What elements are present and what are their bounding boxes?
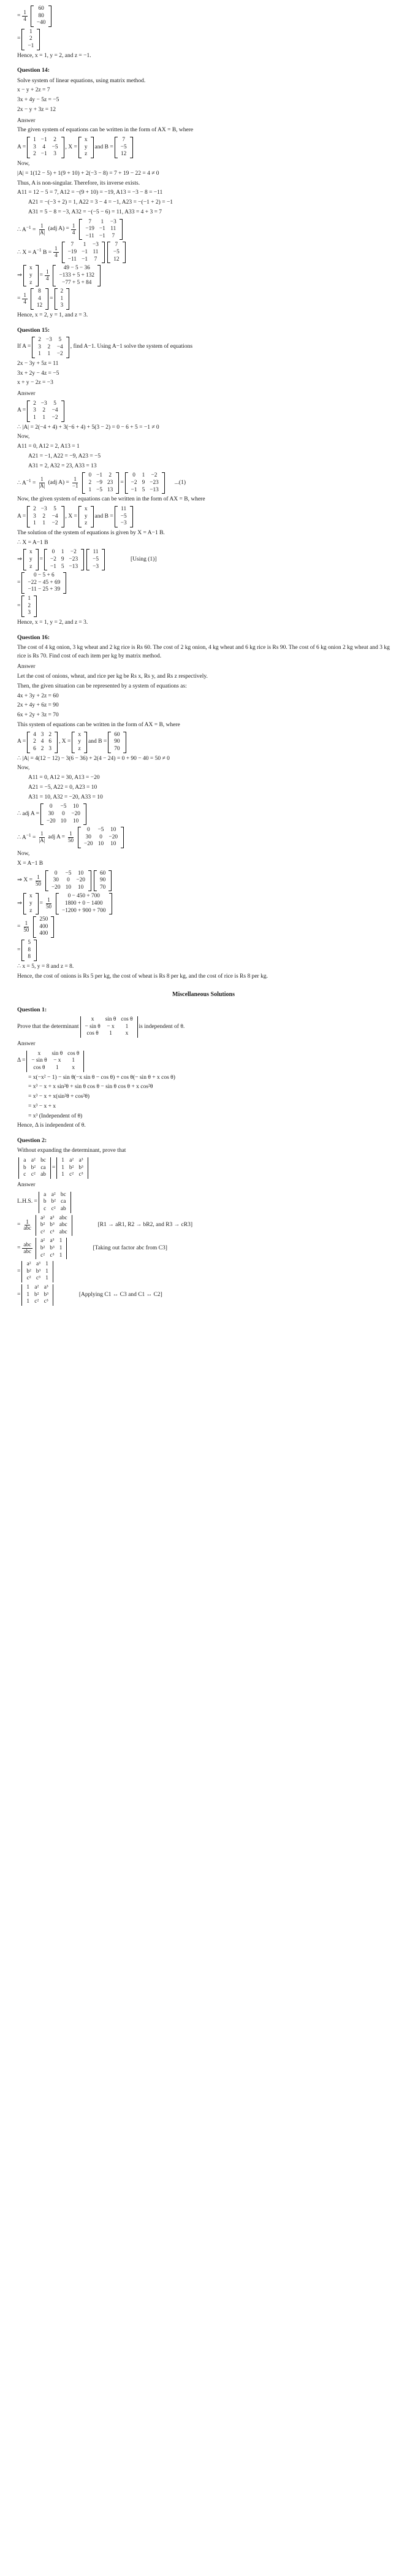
misc2-prompt: Without expanding the determinant, prove that <box>17 1148 126 1154</box>
q16-now-label: Now, <box>17 765 30 772</box>
q14-determinant: |A| = 1(12 − 5) + 1(9 + 10) + 2(−3 − 8) = 7 + 19 − 22 = 4 ≠ 0 <box>17 170 159 177</box>
misc1-line4: = x³ − x + x(sin²θ + cos²θ) <box>28 1094 90 1100</box>
q15-solution-note: The solution of the system of equations is given by X = A−1 B. <box>17 529 165 536</box>
q16-s3: This system of equations can be written in the form of AX = B, where <box>17 722 180 728</box>
q15-matrix-A: A = 2 −3 5 3 2 −4 1 1 −2 <box>17 401 390 422</box>
misc2-lhs: L.H.S. = a a² bc b b² ca c c² ab <box>17 1192 390 1213</box>
q15-eq3: x + y − 2z = −3 <box>17 380 53 386</box>
q15-step1: ⇒ x y z = 0 1 −2 −2 9 −23 −1 5 −13 11 −5 −3 [Using (1)] <box>17 549 157 570</box>
top-fragment <box>17 6 390 60</box>
q16-step3: = $\frac{1}{50}$ 250 400 400 <box>17 916 390 938</box>
q15-step2: = 0 − 5 + 6 −22 − 45 + 69 −11 − 25 + 39 <box>17 572 390 594</box>
misc2-step1-note: [R1 → aR1, R2 → bR2, and R3 → cR3] <box>97 1222 193 1229</box>
q16-s1: Let the cost of onions, wheat, and rice per kg be Rs x, Rs y, and Rs z respectively. <box>17 673 208 680</box>
misc2-step2-note: [Taking out factor abc from C3] <box>93 1244 167 1251</box>
q16-step4: = 5 8 8 <box>17 940 390 961</box>
question-15-heading: Question 15: <box>17 326 50 334</box>
q14-eq2: 3x + 4y − 5z = −5 <box>17 97 59 104</box>
q15-prompt-pre: If A = <box>17 343 31 350</box>
q14-system-matrices: A = 1 −1 2 3 4 −5 2 −1 3 , X = x y z and B = 7 −5 12 <box>17 137 390 158</box>
misc1-line2: = x(−x² − 1) − sin θ(−x sin θ − cos θ) + cos θ(− sin θ + x cos θ) <box>28 1074 175 1081</box>
misc2-step4-note: [Applying C1 ↔ C3 and C1 ↔ C2] <box>78 1291 162 1298</box>
q15-answer-label: Answer <box>17 391 36 397</box>
q15-prompt-post: , find A−1. Using A−1 solve the system of equations <box>70 343 193 350</box>
miscellaneous-title: Miscellaneous Solutions <box>172 991 235 999</box>
q15-system-matrices: A = 2 −3 5 3 2 −4 1 1 −2 , X = x y z and B = 11 −5 −3 <box>17 506 390 527</box>
q14-inverse: ∴ $A^{-1}$ = $\frac{1}{|A|}$ (adj A) = $\frac{1}{4}$ 7 1 −3 −19 −1 11 −11 −1 7 <box>17 219 390 240</box>
misc1-prompt-pre: Prove that the determinant <box>17 1023 79 1030</box>
q14-thus: Thus, A is non-singular. Therefore, its inverse exists. <box>17 180 140 186</box>
q15-cofactors-3: A31 = 2, A32 = 23, A33 = 13 <box>28 462 97 469</box>
misc2-step2: = $\frac{\text{abc}}{\text{abc}}$ a² a³ 1 b² b³ 1 c² c³ 1 [Taking out factor abc from C3] <box>17 1238 167 1259</box>
misc1-conclusion: Hence, Δ is independent of θ. <box>17 1122 86 1129</box>
q16-adj: ∴ adj A = 0 −5 10 30 0 −20 −20 10 10 <box>17 803 390 825</box>
misc2-answer-label: Answer <box>17 1181 36 1188</box>
q15-eqref: ...(1) <box>174 480 186 486</box>
top-line1: = $\frac{1}{4}$ 60 80 −40 <box>17 6 390 27</box>
question-14-heading: Question 14: <box>17 67 50 74</box>
q16-cofactors-2: A21 = −5, A22 = 0, A23 = 10 <box>28 784 97 791</box>
q15-using-note: [Using (1)] <box>131 556 157 562</box>
question-14-prompt: Solve system of linear equations, using matrix method. <box>17 77 146 84</box>
misc1-prompt: Prove that the determinant x sin θ cos θ − sin θ − x 1 cos θ 1 x is independent of θ. <box>17 1016 185 1037</box>
misc2-step3: = a² a³ 1 b² b³ 1 c² c³ 1 <box>17 1261 390 1282</box>
q15-inverse: ∴ $A^{-1}$ = $\frac{1}{|A|}$ (adj A) = $\frac{1}{-1}$ 0 −1 2 2 −9 23 1 −5 13 = 0 1 −2 −2 9 −23 −1 5 −13 ...(1) <box>17 472 186 493</box>
q15-step3: = 1 2 3 <box>17 596 390 617</box>
q14-s1: The given system of equations can be written in the form of AX = B, where <box>17 127 194 134</box>
q15-system-note: Now, the given system of equations can be written in the form of AX = B, where <box>17 496 205 503</box>
q14-eq1: x − y + 2z = 7 <box>17 87 50 94</box>
top-conclusion: Hence, x = 1, y = 2, and z = −1. <box>17 52 91 59</box>
q14-conclusion: Hence, x = 2, y = 1, and z = 3. <box>17 312 88 318</box>
q15-cofactors-2: A21 = −1, A22 = −9, A23 = −5 <box>28 453 101 459</box>
q14-x-equals: ∴ $X = A^{-1}$ B = $\frac{1}{4}$ 7 1 −3 −19 −1 11 −11 −1 7 7 −5 12 <box>17 242 390 263</box>
q16-now2: Now, <box>17 851 30 857</box>
misc1-line1: Δ = x sin θ cos θ − sin θ − x 1 cos θ 1 x <box>17 1051 390 1072</box>
q15-prompt: If A = 2 −3 5 3 2 −4 1 1 −2 , find A−1. Using A−1 solve the system of equations <box>17 336 193 358</box>
misc1-line6: = x³ (Independent of θ) <box>28 1113 83 1119</box>
question-16-heading: Question 16: <box>17 634 50 641</box>
misc2-step4: = 1 a² a³ 1 b² b³ 1 c² c³ [Applying C1 ↔ C3 and C1 ↔ C2] <box>17 1284 162 1305</box>
q15-eq1: 2x − 3y + 5z = 11 <box>17 360 59 367</box>
q15-conclusion: Hence, x = 1, y = 2, and z = 3. <box>17 619 88 626</box>
misc2-lhs-label: L.H.S. = <box>17 1198 37 1205</box>
q16-conclusion: Hence, the cost of onions is Rs 5 per kg, the cost of wheat is Rs 8 per kg, and the cost of rice is Rs 8 per kg. <box>17 973 268 979</box>
q16-eq1: 4x + 3y + 2z = 60 <box>17 692 59 699</box>
q14-answer-label: Answer <box>17 117 36 124</box>
misc1-line5: = x³ − x + x <box>28 1103 56 1110</box>
q14-cofactors-2: A21 = −(−3 + 2) = 1, A22 = 3 − 4 = −1, A23 = −(−1 + 2) = −1 <box>28 199 173 206</box>
q14-eq3: 2x − y + 3z = 12 <box>17 106 56 113</box>
top-line2: = 1 2 −1 <box>17 29 390 50</box>
q16-cofactors-1: A11 = 0, A12 = 30, A13 = −20 <box>28 775 100 781</box>
q16-inverse: ∴ $A^{-1}$ = $\frac{1}{|A|}$ adj A = $\frac{1}{50}$ 0 −5 10 30 0 −20 −20 10 10 <box>17 827 390 848</box>
q15-eq2: 3x + 2y − 4z = −5 <box>17 370 59 377</box>
misc2-statement: a a² bc b b² ca c c² ab = 1 a² a³ 1 b² b³ 1 c² c³ <box>17 1157 390 1179</box>
misc2-step1: = $\frac{1}{\text{abc}}$ a² a³ abc b² b³ abc c² c³ abc [R1 → aR1, R2 → bR2, and R3 → cR3] <box>17 1214 193 1235</box>
q15-determinant: ∴ |A| = 2(−4 + 4) + 3(−6 + 4) + 5(3 − 2) = 0 − 6 + 5 = −1 ≠ 0 <box>17 424 159 431</box>
q15-x-ab: ∴ X = A−1 B <box>17 539 48 546</box>
q16-s2: Then, the given situation can be represented by a system of equations as: <box>17 683 187 689</box>
question-16-prompt: The cost of 4 kg onion, 3 kg wheat and 2 kg rice is Rs 60. The cost of 2 kg onion, 4 kg wheat and 6 kg rice is Rs 90. The cost of 6 kg onion 2 kg wheat and 3 kg rice is Rs 70. Find cost of each item per kg by matrix method. <box>17 644 390 659</box>
q16-conclusion-eq: ∴ x = 5, y = 8 and z = 8. <box>17 963 74 970</box>
q16-step1: ⇒ X = $\frac{1}{50}$ 0 −5 10 30 0 −20 −20 10 10 60 90 70 <box>17 870 390 892</box>
q14-result1: ⇒ x y z = $\frac{1}{4}$ 49 − 5 − 36 −133 + 5 + 132 −77 + 5 + 84 <box>17 265 390 286</box>
q16-eq3: 6x + 2y + 3z = 70 <box>17 712 59 719</box>
misc-question-1-heading: Question 1: <box>17 1006 47 1013</box>
q16-step2: ⇒ x y z = $\frac{1}{50}$ 0 − 450 + 700 1800 + 0 − 1400 −1200 + 900 + 700 <box>17 893 390 914</box>
misc-question-2-heading: Question 2: <box>17 1137 47 1144</box>
misc1-prompt-post: is independent of θ. <box>139 1023 185 1030</box>
q16-cofactors-3: A31 = 10, A32 = −20, A33 = 10 <box>28 794 103 800</box>
q16-eq2: 2x + 4y + 6z = 90 <box>17 702 59 709</box>
q16-xab: X = A−1 B <box>17 860 44 867</box>
q14-now-label: Now, <box>17 161 30 167</box>
misc1-line3: = x³ − x + x sin²θ + sin θ cos θ − sin θ cos θ + x cos²θ <box>28 1084 153 1091</box>
q14-cofactors-1: A11 = 12 − 5 = 7, A12 = −(9 + 10) = −19, A13 = −3 − 8 = −11 <box>17 190 163 196</box>
misc1-answer-label: Answer <box>17 1040 36 1047</box>
q16-answer-label: Answer <box>17 664 36 670</box>
q16-determinant: ∴ |A| = 4(12 − 12) − 3(6 − 36) + 2(4 − 24) = 0 + 90 − 40 = 50 ≠ 0 <box>17 755 170 762</box>
q15-now-label: Now, <box>17 434 30 440</box>
q14-cofactors-3: A31 = 5 − 8 = −3, A32 = −(−5 − 6) = 11, A33 = 4 + 3 = 7 <box>28 209 162 215</box>
q16-system-matrices: A = 4 3 2 2 4 6 6 2 3 , X = x y z and B = 60 90 70 <box>17 732 390 753</box>
q14-result2: = $\frac{1}{4}$ 8 4 12 = 2 1 3 <box>17 288 390 310</box>
q15-cofactors-1: A11 = 0, A12 = 2, A13 = 1 <box>17 443 80 450</box>
